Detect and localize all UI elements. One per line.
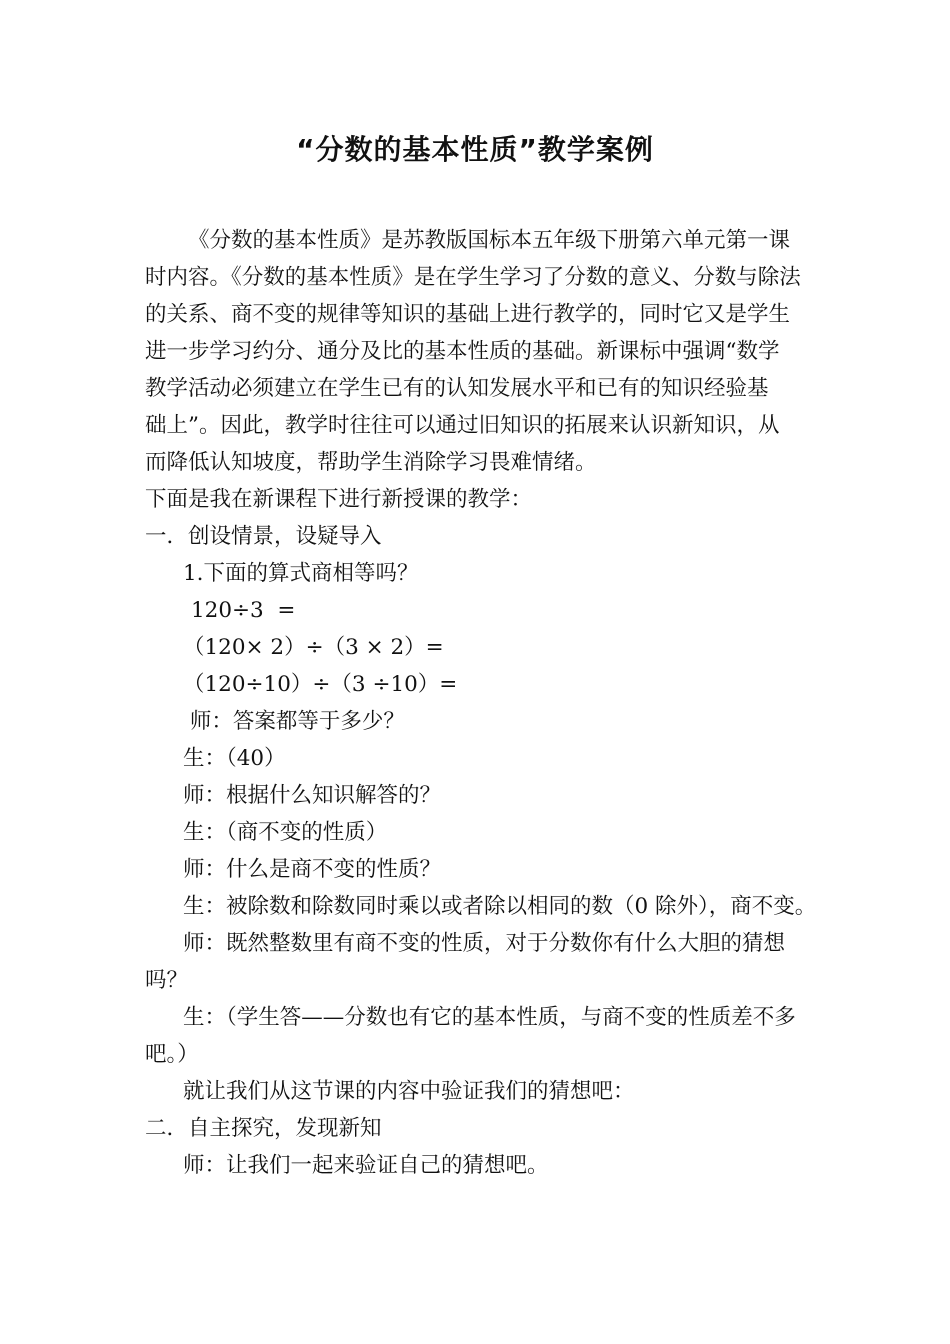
dialogue-line: 生：（40）	[183, 746, 286, 771]
equation-line: 120÷3 =	[191, 598, 296, 623]
paragraph-line: 就让我们从这节课的内容中验证我们的猜想吧：	[183, 1079, 635, 1104]
paragraph-line: 时内容。《分数的基本性质》是在学生学习了分数的意义、分数与除法	[145, 265, 801, 290]
paragraph-line: 教学活动必须建立在学生已有的认知发展水平和已有的知识经验基	[145, 376, 769, 401]
dialogue-line: 师：什么是商不变的性质？	[183, 857, 442, 882]
paragraph-line: 的关系、商不变的规律等知识的基础上进行教学的，同时它又是学生	[145, 302, 791, 327]
question-line: 1.下面的算式商相等吗？	[183, 561, 419, 586]
dialogue-line: 生：（学生答——分数也有它的基本性质，与商不变的性质差不多	[183, 1005, 796, 1030]
dialogue-line: 吧。）	[145, 1042, 199, 1067]
paragraph-line: 进一步学习约分、通分及比的基本性质的基础。新课标中强调“数学	[145, 339, 780, 364]
dialogue-line: 师：根据什么知识解答的？	[183, 783, 442, 808]
dialogue-line: 师：让我们一起来验证自己的猜想吧。	[183, 1153, 549, 1178]
dialogue-line: 师：既然整数里有商不变的性质，对于分数你有什么大胆的猜想	[183, 931, 786, 956]
section-heading: 一．创设情景，设疑导入	[145, 524, 382, 549]
dialogue-line: 吗？	[145, 968, 189, 993]
document-title: “分数的基本性质”教学案例	[296, 133, 654, 166]
equation-line: （120× 2）÷（3 × 2）=	[183, 635, 444, 660]
paragraph-line: 下面是我在新课程下进行新授课的教学：	[145, 487, 533, 512]
paragraph-line: 而降低认知坡度，帮助学生消除学习畏难情绪。	[145, 450, 597, 475]
dialogue-line: 生：被除数和除数同时乘以或者除以相同的数（0 除外），商不变。	[183, 894, 817, 919]
equation-line: （120÷10）÷（3 ÷10）=	[183, 672, 458, 697]
dialogue-line: 生：（商不变的性质）	[183, 820, 388, 845]
dialogue-line: 师：答案都等于多少？	[183, 709, 405, 734]
paragraph-line: 《分数的基本性质》是苏教版国标本五年级下册第六单元第一课	[188, 228, 791, 253]
document-body	[145, 222, 817, 1184]
paragraph-line: 础上”。因此，教学时往往可以通过旧知识的拓展来认识新知识，从	[145, 413, 780, 438]
section-heading: 二．自主探究，发现新知	[145, 1116, 382, 1141]
